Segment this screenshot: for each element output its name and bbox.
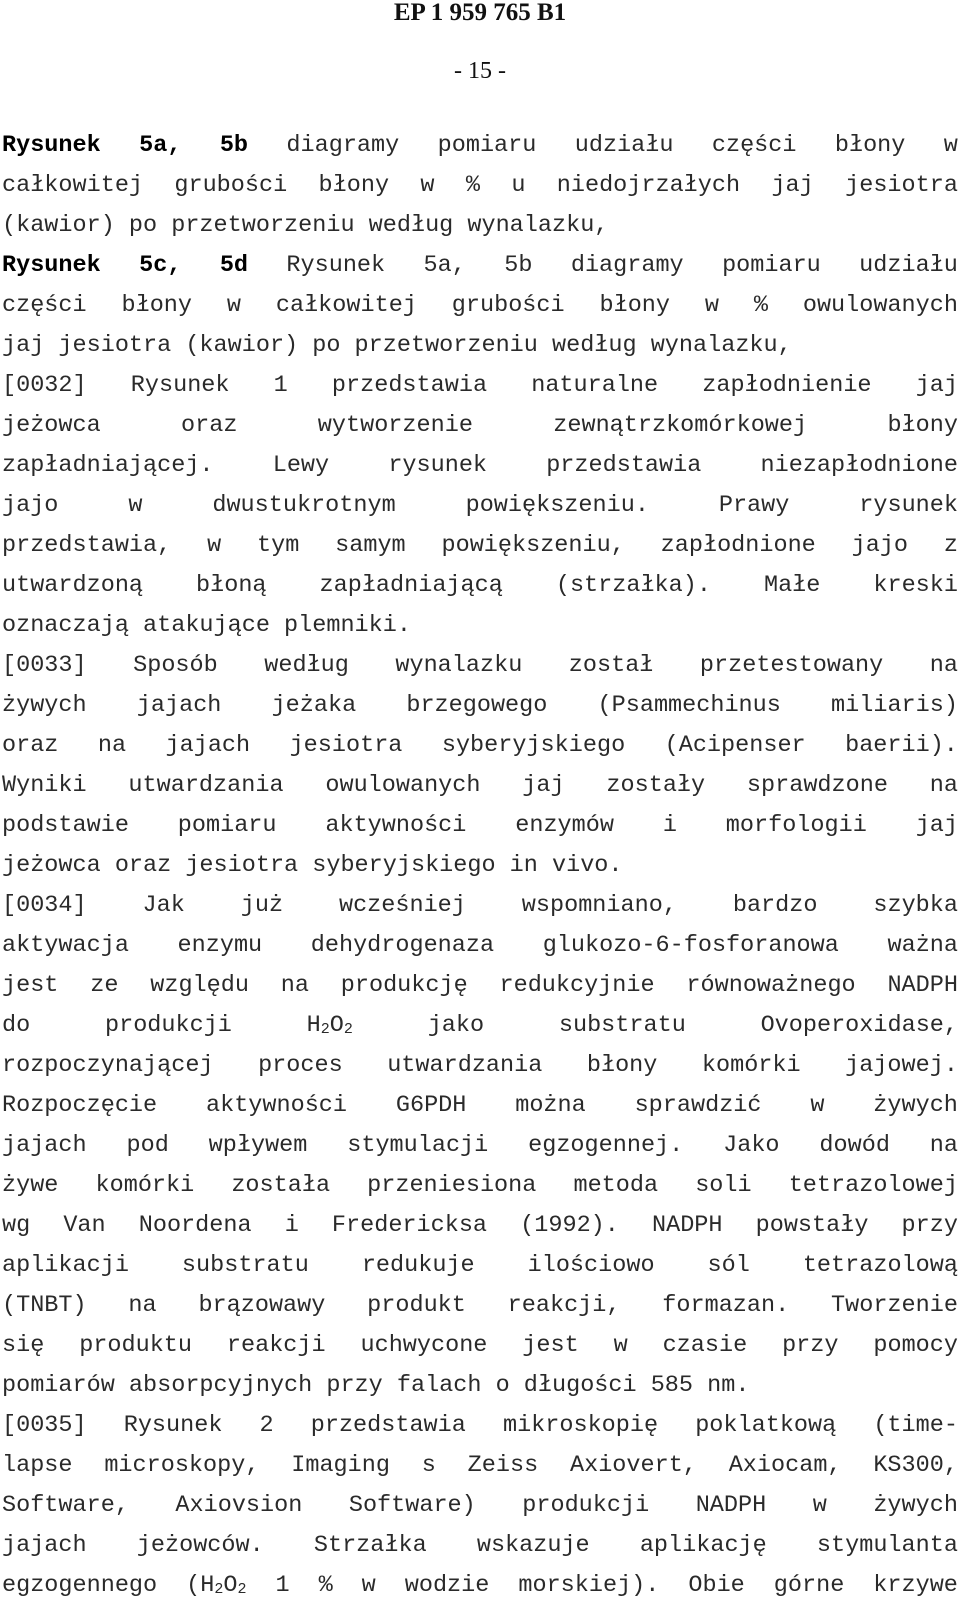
word: wcześniej — [338, 892, 466, 919]
word: wodzie — [404, 1572, 490, 1599]
text-line — [2, 166, 958, 206]
word: 5a, — [423, 252, 466, 279]
word: komórki — [701, 1052, 801, 1079]
word: Software) — [348, 1492, 476, 1519]
word: 1 — [273, 372, 288, 399]
text-line — [2, 406, 958, 446]
word: egzogennego — [2, 1572, 158, 1599]
word: udziału — [859, 252, 958, 279]
word: jajach — [165, 732, 251, 759]
word: przy — [901, 1212, 958, 1239]
text-line — [2, 1526, 958, 1566]
word: produktu — [79, 1332, 193, 1359]
page-number: - 15 - — [454, 58, 506, 84]
word: NADPH — [651, 1212, 723, 1239]
word: żywe — [2, 1172, 59, 1199]
word: (strzałka). — [555, 572, 711, 599]
word: Jako — [723, 1132, 780, 1159]
word: jajowej. — [845, 1052, 958, 1079]
text-line — [2, 1566, 958, 1606]
word: sprawdzić — [634, 1092, 762, 1119]
word: (time- — [873, 1412, 958, 1439]
word: (kawior) po przetworzeniu według wynalazku, — [2, 212, 609, 239]
word: miliaris) — [831, 692, 958, 719]
word: ilościowo — [527, 1252, 655, 1279]
word: metoda — [573, 1172, 659, 1199]
word: Axiovsion — [175, 1492, 303, 1519]
word: tym — [257, 532, 300, 559]
text-line — [2, 526, 958, 566]
word: jajo — [2, 492, 59, 519]
word: w — [128, 492, 143, 519]
word: Jak — [142, 892, 185, 919]
word: 2 — [259, 1412, 274, 1439]
word: formazan. — [662, 1292, 790, 1319]
word: przedstawia — [546, 452, 702, 479]
text-line — [2, 1286, 958, 1326]
word: ($H_2O_2$ — [186, 1572, 247, 1599]
word: (Psammechinus — [597, 692, 781, 719]
word: utwardzania — [128, 772, 284, 799]
text-line — [2, 366, 958, 406]
word: grubości — [451, 292, 565, 319]
word: i — [662, 812, 677, 839]
word: [0035] — [2, 1412, 87, 1439]
word: kreski — [873, 572, 958, 599]
word: stymulacji — [347, 1132, 489, 1159]
word: KS300, — [873, 1452, 958, 1479]
word: proces — [258, 1052, 343, 1079]
word: niedojrzałych — [556, 172, 741, 199]
text-line — [2, 686, 958, 726]
word: jest — [522, 1332, 579, 1359]
document-body — [2, 126, 958, 1606]
word: zapłodnienie — [702, 372, 872, 399]
word: jeżowców. — [136, 1532, 264, 1559]
word: Axiovert, — [569, 1452, 697, 1479]
word: Software, — [2, 1492, 129, 1519]
word: przedstawia, — [2, 532, 172, 559]
word: NADPH — [887, 972, 958, 999]
word: w — [420, 172, 435, 199]
word: pomiaru — [722, 252, 821, 279]
word: 5c, — [139, 252, 182, 279]
word: niezapłodnione — [760, 452, 958, 479]
word: utwardzania — [387, 1052, 543, 1079]
document-number: EP 1 959 765 B1 — [393, 0, 567, 26]
word: błony — [834, 132, 906, 159]
text-line — [2, 966, 958, 1006]
word: Imaging — [291, 1452, 390, 1479]
word: zapładniającej. — [2, 452, 214, 479]
word: pomiaru — [437, 132, 537, 159]
word: % — [753, 292, 768, 319]
word: w — [943, 132, 958, 159]
word: jaj — [915, 372, 958, 399]
word: błony — [887, 412, 958, 439]
word: w — [810, 1092, 825, 1119]
word: aktywności — [325, 812, 467, 839]
word: została — [231, 1172, 331, 1199]
word: aktywacja — [2, 932, 129, 959]
word: morskiej). — [518, 1572, 660, 1599]
word: na — [128, 1292, 157, 1319]
word: żywych — [2, 692, 87, 719]
text-line — [2, 486, 958, 526]
word: błoną — [196, 572, 267, 599]
word: powstały — [755, 1212, 869, 1239]
word: reakcji — [226, 1332, 326, 1359]
word: rozpoczynającej — [2, 1052, 214, 1079]
word: jajach — [2, 1532, 87, 1559]
text-line — [2, 1206, 958, 1246]
word: glukozo-6-fosforanowa — [542, 932, 839, 959]
word: jako — [427, 1012, 485, 1039]
word: G6PDH — [395, 1092, 467, 1119]
word: Rysunek — [2, 252, 101, 279]
word: grubości — [174, 172, 288, 199]
text-line — [2, 1446, 958, 1486]
word: [0033] — [2, 652, 87, 679]
word: jaj jesiotra (kawior) po przetworzeniu według wynalazku, — [2, 332, 792, 359]
word: redukuje — [361, 1252, 475, 1279]
word: Axiocam, — [728, 1452, 842, 1479]
word: ze — [90, 972, 119, 999]
word: części — [2, 292, 87, 319]
word: całkowitej — [275, 292, 417, 319]
text-line — [2, 886, 958, 926]
word: górne — [773, 1572, 845, 1599]
word: Van — [63, 1212, 106, 1239]
word: aplikacji — [2, 1252, 129, 1279]
word: jeżowca oraz jesiotra syberyjskiego in vivo. — [2, 852, 623, 879]
word: sól — [707, 1252, 750, 1279]
word: w — [812, 1492, 827, 1519]
word: błony — [599, 292, 670, 319]
word: i — [284, 1212, 299, 1239]
word: enzymów — [515, 812, 614, 839]
word: bardzo — [732, 892, 818, 919]
word: pomiaru — [177, 812, 277, 839]
word: jest — [2, 972, 59, 999]
word: Prawy — [718, 492, 790, 519]
word: lapse — [2, 1452, 73, 1479]
word: wytworzenie — [317, 412, 473, 439]
word: jaj — [771, 172, 814, 199]
text-line — [2, 566, 958, 606]
word: zapłodnione — [660, 532, 816, 559]
text-line — [2, 766, 958, 806]
word: względu — [150, 972, 249, 999]
word: ważna — [887, 932, 958, 959]
word: zostały — [606, 772, 706, 799]
word: błony — [318, 172, 390, 199]
word: pomiarów absorpcyjnych przy falach o długości 585 nm. — [2, 1372, 750, 1399]
word: u — [511, 172, 526, 199]
word: w — [613, 1332, 628, 1359]
word: dowód — [819, 1132, 890, 1159]
word: w — [226, 292, 241, 319]
word: przedstawia — [310, 1412, 466, 1439]
word: w — [704, 292, 719, 319]
word: jeżaka — [271, 692, 357, 719]
word: Rysunek — [130, 372, 230, 399]
word: jesiotra — [845, 172, 958, 199]
word: poklatkową — [695, 1412, 837, 1439]
word: oraz — [2, 732, 59, 759]
word: na — [929, 652, 958, 679]
text-line — [2, 1326, 958, 1366]
word: stymulanta — [816, 1532, 958, 1559]
word: z — [943, 532, 958, 559]
word: morfologii — [725, 812, 867, 839]
word: s — [421, 1452, 436, 1479]
word: jajach — [2, 1132, 87, 1159]
word: owulowanych — [325, 772, 481, 799]
word: % — [318, 1572, 333, 1599]
text-line — [2, 1366, 958, 1406]
text-line — [2, 1246, 958, 1286]
word: mikroskopię — [502, 1412, 659, 1439]
word: pod — [126, 1132, 169, 1159]
word: jaj — [522, 772, 565, 799]
word: Rysunek — [286, 252, 386, 279]
text-line — [2, 646, 958, 686]
word: można — [515, 1092, 586, 1119]
word: na — [929, 1132, 958, 1159]
word: microskopy, — [104, 1452, 260, 1479]
word: 5d — [219, 252, 249, 279]
word: aplikację — [639, 1532, 767, 1559]
word: (Acipenser — [664, 732, 806, 759]
word: przy — [782, 1332, 839, 1359]
text-line — [2, 806, 958, 846]
text-line — [2, 446, 958, 486]
word: oraz — [181, 412, 238, 439]
word: NADPH — [695, 1492, 767, 1519]
word: części — [711, 132, 797, 159]
word: Zeiss — [467, 1452, 539, 1479]
word: [0032] — [2, 372, 87, 399]
word: [0034] — [2, 892, 87, 919]
word: utwardzoną — [2, 572, 144, 599]
text-line — [2, 1126, 958, 1166]
text-line — [2, 1486, 958, 1526]
word: Sposób — [133, 652, 218, 679]
word: enzymu — [177, 932, 263, 959]
word: Lewy — [272, 452, 330, 479]
word: zewnątrzkomórkowej — [553, 412, 808, 439]
word: soli — [695, 1172, 752, 1199]
word: wynalazku — [395, 652, 523, 679]
word: rysunek — [388, 452, 488, 479]
word: na — [929, 772, 958, 799]
word: przetestowany — [699, 652, 884, 679]
word: w — [207, 532, 222, 559]
word: powiększeniu. — [465, 492, 649, 519]
word: według — [264, 652, 349, 679]
word: 5a, — [139, 132, 182, 159]
word: Małe — [763, 572, 821, 599]
word: zapładniającą — [319, 572, 503, 599]
word: 1 — [275, 1572, 290, 1599]
text-line — [2, 126, 958, 166]
word: produkcji — [104, 1012, 232, 1039]
word: czasie — [662, 1332, 748, 1359]
word: Rysunek — [123, 1412, 223, 1439]
word: w — [361, 1572, 376, 1599]
word: baerii). — [845, 732, 958, 759]
text-line — [2, 1006, 958, 1046]
word: Wyniki — [2, 772, 87, 799]
word: Ovoperoxidase, — [760, 1012, 958, 1039]
word: jesiotra — [289, 732, 403, 759]
word: egzogennej. — [528, 1132, 684, 1159]
word: szybka — [873, 892, 958, 919]
text-line — [2, 326, 958, 366]
text-line — [2, 1086, 958, 1126]
text-line — [2, 606, 958, 646]
word: dehydrogenaza — [310, 932, 495, 959]
word: produkcji — [522, 1492, 650, 1519]
word: jajo — [851, 532, 909, 559]
word: żywych — [873, 1492, 958, 1519]
word: błony — [121, 292, 193, 319]
word: brązowawy — [198, 1292, 326, 1319]
word: wspomniano, — [521, 892, 677, 919]
word: sprawdzone — [746, 772, 888, 799]
word: 5b — [219, 132, 249, 159]
text-line — [2, 1046, 958, 1086]
word: $H_2O_2$ — [306, 1012, 353, 1039]
word: Rozpoczęcie — [2, 1092, 158, 1119]
word: Fredericksa — [331, 1212, 488, 1239]
word: całkowitej — [2, 172, 144, 199]
word: udziału — [574, 132, 674, 159]
word: powiększeniu, — [441, 532, 625, 559]
word: podstawie — [2, 812, 129, 839]
word: jeżowca — [2, 412, 101, 439]
word: rysunek — [859, 492, 958, 519]
word: już — [240, 892, 284, 919]
word: żywych — [873, 1092, 958, 1119]
word: brzegowego — [406, 692, 548, 719]
word: uchwycone — [360, 1332, 488, 1359]
word: redukcyjnie — [499, 972, 655, 999]
word: przeniesiona — [367, 1172, 537, 1199]
word: wpływem — [208, 1132, 308, 1159]
word: owulowanych — [802, 292, 958, 319]
word: produkcję — [340, 972, 468, 999]
word: 5b — [504, 252, 533, 279]
word: substratu — [181, 1252, 309, 1279]
word: jajach — [136, 692, 222, 719]
word: wskazuje — [476, 1532, 590, 1559]
word: został — [568, 652, 654, 679]
word: Obie — [688, 1572, 745, 1599]
word: pomocy — [873, 1332, 958, 1359]
word: syberyjskiego — [441, 732, 626, 759]
word: tetrazolową — [802, 1252, 958, 1279]
word: do — [2, 1012, 31, 1039]
text-line — [2, 1406, 958, 1446]
word: tetrazolowej — [788, 1172, 958, 1199]
word: błony — [586, 1052, 658, 1079]
text-line — [2, 926, 958, 966]
word: Tworzenie — [831, 1292, 958, 1319]
word: produkt — [367, 1292, 466, 1319]
word: dwustukrotnym — [212, 492, 396, 519]
word: substratu — [558, 1012, 686, 1039]
word: diagramy — [286, 132, 400, 159]
word: reakcji, — [507, 1292, 621, 1319]
text-line — [2, 726, 958, 766]
word: aktywności — [205, 1092, 348, 1119]
word: Rysunek — [2, 132, 101, 159]
word: Noordena — [138, 1212, 252, 1239]
text-line — [2, 286, 958, 326]
word: krzywe — [873, 1572, 958, 1599]
word: wg — [2, 1212, 31, 1239]
word: na — [97, 732, 127, 759]
word: na — [280, 972, 309, 999]
word: (1992). — [520, 1212, 619, 1239]
text-line — [2, 246, 958, 286]
word: jaj — [915, 812, 958, 839]
word: oznaczają atakujące plemniki. — [2, 612, 411, 639]
word: (TNBT) — [2, 1292, 87, 1319]
word: naturalne — [531, 372, 659, 399]
word: komórki — [95, 1172, 195, 1199]
word: % — [465, 172, 480, 199]
word: samym — [335, 532, 406, 559]
text-line — [2, 1166, 958, 1206]
word: równoważnego — [686, 972, 856, 999]
text-line — [2, 206, 958, 246]
word: Strzałka — [313, 1532, 427, 1559]
word: przedstawia — [331, 372, 488, 399]
word: się — [2, 1332, 45, 1359]
text-line — [2, 846, 958, 886]
word: diagramy — [570, 252, 684, 279]
